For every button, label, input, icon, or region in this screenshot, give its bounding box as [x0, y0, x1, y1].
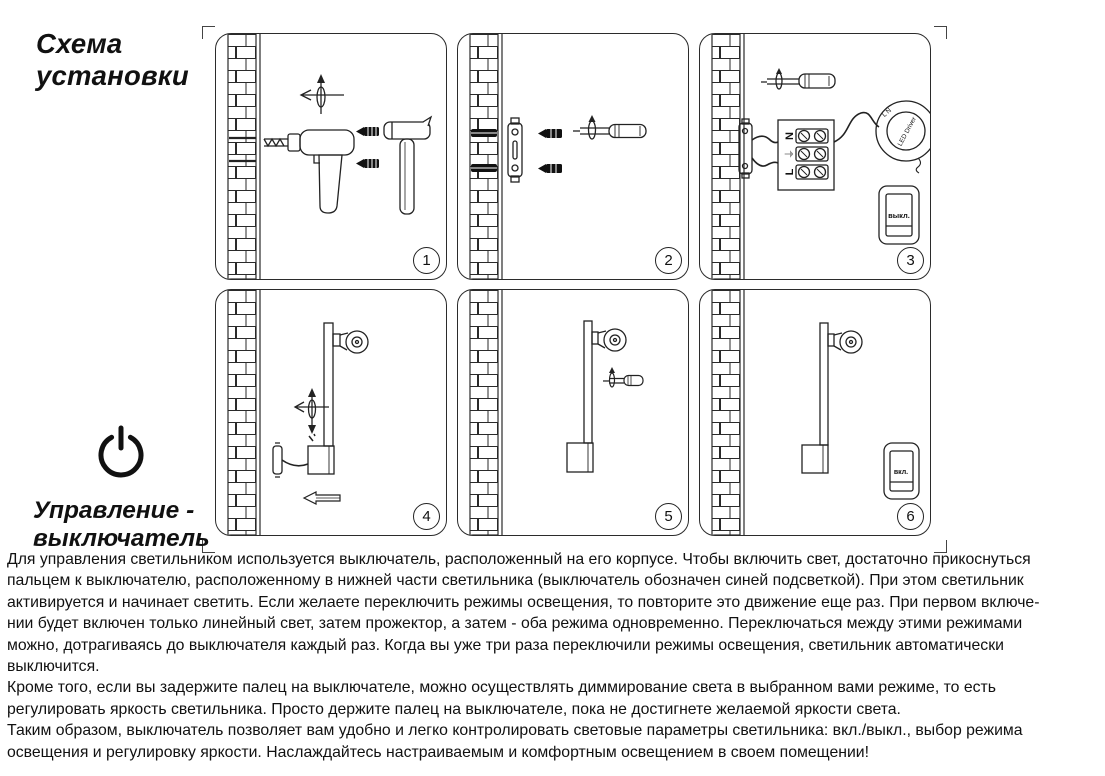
step-panel-5 — [457, 289, 689, 536]
driver-label: LED Driver — [896, 116, 918, 148]
brick-wall — [228, 290, 260, 535]
body-line: пальцем к выключателю, расположенному в нижней части светильника (выключатель обозначен синей подсветкой). При этом светильник — [7, 572, 1024, 590]
step-panel-3 — [699, 33, 931, 280]
driver-ln-label: L N — [880, 106, 894, 119]
step-number-badge: 5 — [655, 503, 682, 530]
rocker-switch-off — [879, 186, 919, 244]
body-line: можно, дотрагиваясь до выключателя каждый раз. Когда вы уже три раза переключили режимы освещения, светильник автоматически — [7, 636, 1004, 654]
step-panel-1 — [215, 33, 447, 280]
body-line: Кроме того, если вы задержите палец на выключателе, можно осуществлять диммирование света в выбранном вами режиме, то есть — [7, 679, 997, 697]
page-title — [36, 28, 189, 92]
brick-wall — [470, 34, 502, 279]
screwdriver-icon — [761, 68, 835, 89]
grub-screw-icon — [309, 434, 315, 441]
move-arrows-icon — [301, 74, 344, 114]
page-title-line2: установки — [36, 59, 189, 91]
screwdriver-icon — [603, 367, 643, 387]
step-panel-4 — [215, 289, 447, 536]
body-line: активируется и начинает светить. Если желаете переключить режимы освещения, то повторите это движение еще раз. При первом включе- — [7, 593, 1040, 611]
step3-illustration — [700, 34, 930, 279]
page-title-line1: Схема — [36, 28, 123, 59]
hammer-icon — [384, 117, 431, 214]
crop-mark-top-left-icon — [202, 26, 215, 39]
wall-lamp — [308, 323, 368, 474]
control-section-label — [33, 497, 210, 553]
dowel-screw-icons — [356, 127, 379, 168]
terminal-label-l: L — [784, 168, 796, 176]
step-panel-6 — [699, 289, 931, 536]
push-arrow-icon — [304, 492, 340, 504]
terminal-label-n: N — [784, 132, 796, 140]
step-number-badge: 1 — [413, 247, 440, 274]
body-line: Таким образом, выключатель позволяет вам удобно и легко контролировать световые параметры светильника: вкл./выкл., выбор режима — [7, 722, 1023, 740]
switch-on-label: вкл. — [893, 469, 909, 476]
step-number-badge: 4 — [413, 503, 440, 530]
screw-icons — [538, 129, 562, 173]
step2-illustration — [458, 34, 688, 279]
terminal-block — [778, 120, 834, 190]
step-number-badge: 3 — [897, 247, 924, 274]
control-label-line2: выключатель — [33, 524, 210, 552]
instructions-text — [7, 549, 1103, 763]
step-number-badge: 2 — [655, 247, 682, 274]
crop-mark-top-right-icon — [934, 26, 947, 39]
body-line: нии будет включен только линейный свет, затем прожектор, а затем - оба режима одновременно. Переключаться между этими режимами — [7, 615, 1023, 633]
led-driver-icon — [876, 101, 930, 173]
brick-wall — [470, 290, 502, 535]
body-line: выключится. — [7, 658, 100, 676]
body-line: освещения и регулировку яркости. Наслаждайтесь настраиваемым и комфортным освещением в своем помещении! — [7, 743, 870, 761]
screwdriver-icon — [573, 115, 646, 139]
wall-lamp — [802, 323, 862, 473]
body-line: Для управления светильником используется выключатель, расположенный на его корпусе. Чтобы включить свет, достаточно прикоснуться — [7, 551, 1031, 568]
step-number-badge: 6 — [897, 503, 924, 530]
drill-icon — [264, 130, 354, 213]
terminal-label-earth: ⏚ — [785, 149, 796, 159]
step4-illustration — [216, 290, 446, 535]
step6-illustration — [700, 290, 930, 535]
bracket-icon — [508, 118, 522, 182]
step-panel-2 — [457, 33, 689, 280]
power-icon — [90, 421, 152, 487]
control-label-line1: Управление - — [33, 497, 195, 524]
step1-illustration — [216, 34, 446, 279]
brick-wall — [228, 34, 260, 279]
brick-wall — [712, 290, 744, 535]
wall-bracket-icon — [273, 443, 308, 477]
step5-illustration — [458, 290, 688, 535]
bracket-icon — [739, 119, 752, 178]
wall-lamp — [567, 321, 626, 472]
body-line: регулировать яркость светильника. Просто держите палец на выключателе, пока не достигнете желаемой яркости света. — [7, 700, 901, 718]
switch-off-label: выкл. — [888, 211, 910, 220]
rocker-switch-on — [884, 443, 919, 499]
